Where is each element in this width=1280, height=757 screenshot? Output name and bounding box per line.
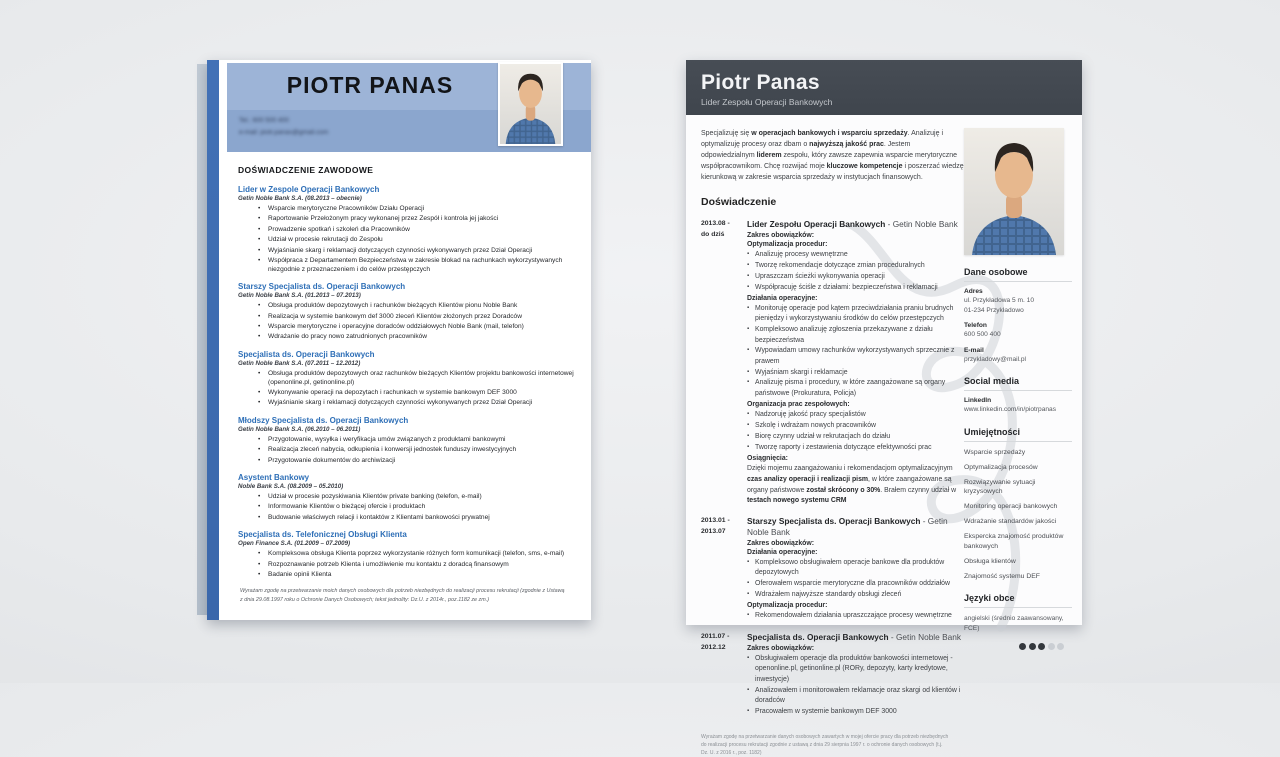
job-subheading: Działania operacyjne: bbox=[747, 294, 818, 302]
job-bullet: • Wyjaśnianie skarg i reklamacji dotyczących czynności wykonywanych przez Dział Operacji bbox=[268, 399, 575, 408]
skill-item: Rozwiązywanie sytuacji kryzysowych bbox=[964, 478, 1036, 496]
text-run: , w które zaangażowane są organy państwowe bbox=[747, 475, 952, 494]
job-company-period: Getin Noble Bank S.A. (06.2010 – 06.2011) bbox=[238, 425, 361, 433]
job-bullet: ▪ Obsługiwałem operacje dla produktów bankowości internetowej - openonline.pl, getinonline.pl (RORy, depozyty, karty kredytowe, inwestycje) bbox=[747, 654, 964, 685]
emphasis-text: testach nowego systemu CRM bbox=[747, 497, 847, 505]
job-dates bbox=[701, 516, 741, 623]
cv-page-classic bbox=[207, 60, 591, 620]
language-level-dots bbox=[964, 637, 1072, 655]
job-company: - Getin Noble Bank bbox=[747, 515, 948, 537]
job-bullet: ▪ Analizuję procesy wewnętrzne bbox=[747, 250, 964, 260]
job-bullet: ▪ Wypowiadam umowy rachunków wykorzystywanych sprzecznie z prawem bbox=[747, 346, 964, 367]
job-title: Specjalista ds. Telefonicznej Obsługi Klienta bbox=[238, 530, 407, 540]
job-bullet: ▪ Wyjaśniam skargi i reklamacje bbox=[747, 368, 964, 378]
job-content bbox=[747, 516, 964, 623]
job-bullet: • Wdrażanie do pracy nowo zatrudnionych pracowników bbox=[268, 333, 575, 342]
info-label: LinkedIn bbox=[964, 397, 992, 405]
job-bullet: • Wsparcie merytoryczne Pracowników Działu Operacji bbox=[268, 205, 575, 214]
section-title-experience: Doświadczenie bbox=[701, 196, 777, 209]
job-content bbox=[747, 219, 964, 507]
job-content bbox=[747, 632, 964, 719]
name-title: PIOTR PANAS bbox=[286, 72, 454, 98]
job-bullet: ▪ Upraszczam ścieżki wykonywania operacji bbox=[747, 272, 964, 282]
job-bullet: ▪ Rekomendowałem działania upraszczające procesy wewnętrzne bbox=[747, 611, 964, 621]
sidebar-title-social: Social media bbox=[964, 376, 1072, 391]
text-run: Dzięki mojemu zaangażowaniu i rekomendacjom optymalizacyjnym bbox=[747, 465, 953, 473]
job-bullets bbox=[238, 370, 575, 409]
skill-item: Wdrażanie standardów jakości bbox=[964, 518, 1057, 526]
job-date-line: 2013.01 - bbox=[701, 516, 730, 524]
job-bullets bbox=[747, 250, 964, 293]
experience-list bbox=[238, 185, 575, 587]
job-entry bbox=[701, 219, 964, 507]
text-run: . Brałem czynny udział w bbox=[880, 486, 957, 494]
job-entry bbox=[238, 530, 575, 580]
text-run: . Jestem odpowiedzialnym bbox=[701, 141, 911, 160]
job-bullet: ▪ Biorę czynny udział w rekrutacjach do działu bbox=[747, 432, 964, 442]
text-run: zespołu, który zawsze zapewnia wsparcie merytoryczne współpracownikom. Chcę rozwijać moje bbox=[701, 152, 958, 171]
job-bullet: • Prowadzenie spotkań i szkoleń dla Pracowników bbox=[268, 226, 575, 235]
profile-photo-illustration bbox=[500, 64, 561, 144]
job-bullet: ▪ Szkolę i wdrażam nowych pracowników bbox=[747, 421, 964, 431]
skill-item: Optymalizacja procesów bbox=[964, 463, 1038, 471]
skill-item: Znajomość systemu DEF bbox=[964, 572, 1040, 580]
job-dates bbox=[701, 632, 741, 719]
emphasis-text: został skrócony o 30% bbox=[806, 486, 881, 494]
emphasis-text: najwyższą jakość prac bbox=[809, 141, 884, 149]
job-bullet: • Kompleksowa obsługa Klienta poprzez wykorzystanie różnych form komunikacji (telefon, sms, e-mail) bbox=[268, 550, 575, 559]
job-bullet: • Obsługa produktów depozytowych i rachunków bieżących Klientów pionu Noble Bank bbox=[268, 302, 575, 311]
accent-bar bbox=[207, 60, 219, 620]
emphasis-text: kluczowe kompetencje bbox=[826, 163, 903, 171]
job-company: - Getin Noble Bank bbox=[888, 632, 961, 643]
job-bullet: • Budowanie właściwych relacji i kontaktów z Klientami bankowości prywatnej bbox=[268, 514, 575, 523]
job-subheading: Osiągnięcia: bbox=[747, 455, 788, 463]
job-title: Lider w Zespole Operacji Bankowych bbox=[238, 185, 380, 194]
skill-item: Wsparcie sprzedaży bbox=[964, 448, 1026, 456]
job-entry bbox=[238, 350, 575, 409]
job-bullet: • Rozpoznawanie potrzeb Klienta i umożliwienie mu kontaktu z doradcą finansowym bbox=[268, 561, 575, 570]
gdpr-clause: Wyrażam zgodę na przetwarzanie danych osobowych zawartych w mojej ofercie pracy dla potrzeb niezbędnych do realizacji procesu rekrutacji zgodnie z ustawą z dnia 29 sierpnia 1997 r. o ochronie danych osobowych (t.j. Dz. U. z 2016 r., poz. 1182) bbox=[701, 734, 949, 756]
job-title bbox=[747, 219, 964, 230]
info-group bbox=[964, 397, 1072, 415]
job-subheading: Optymalizacja procedur: bbox=[747, 601, 828, 609]
job-bullet: ▪ Tworzę rekomendacje dotyczące zmian proceduralnych bbox=[747, 261, 964, 271]
right-cv-header bbox=[686, 60, 1082, 115]
job-bullet: • Informowanie Klientów o bieżącej ofercie i produktach bbox=[268, 503, 575, 512]
info-label: E-mail bbox=[964, 346, 984, 354]
job-subheading: Działania operacyjne: bbox=[747, 548, 818, 556]
job-entry bbox=[238, 416, 575, 466]
job-entry bbox=[701, 516, 964, 623]
job-bullet: ▪ Kompleksowo analizuję zgłoszenia przekazywane z działu bezpieczeństwa bbox=[747, 325, 964, 346]
job-subheading: Organizacja prac zespołowych: bbox=[747, 401, 850, 409]
sidebar bbox=[964, 115, 1082, 632]
info-group bbox=[964, 322, 1072, 340]
job-bullet: ▪ Współpracuję ściśle z działami: bezpieczeństwa i reklamacji bbox=[747, 283, 964, 293]
job-date-line: 2013.07 bbox=[701, 527, 726, 535]
text-run: i poszerzać wiedzę kierunkową w zakresie wsparcia sprzedaży w instytucjach finansowych. bbox=[701, 163, 964, 182]
achievements-paragraph bbox=[747, 464, 964, 507]
skill-item: Ekspercka znajomość produktów bankowych bbox=[964, 533, 1064, 550]
profile-photo bbox=[498, 62, 563, 146]
job-bullet: • Wyjaśnianie skarg i reklamacji dotyczących czynności wykonywanych przez Dział Operacji bbox=[268, 247, 575, 256]
job-subheading: Zakres obowiązków: bbox=[747, 232, 815, 240]
job-bullets bbox=[238, 550, 575, 580]
languages-list bbox=[964, 614, 1072, 655]
job-bullets bbox=[238, 436, 575, 466]
job-title bbox=[747, 516, 964, 538]
job-bullets bbox=[747, 410, 964, 453]
job-entry bbox=[238, 185, 575, 275]
emphasis-text: liderem bbox=[756, 152, 782, 160]
job-bullets bbox=[238, 493, 575, 523]
job-company-period: Getin Noble Bank S.A. (01.2013 – 07.2013) bbox=[238, 292, 361, 300]
level-dot-empty bbox=[1057, 643, 1064, 650]
sidebar-title-skills: Umiejętności bbox=[964, 427, 1072, 442]
job-company-period: Getin Noble Bank S.A. (07.2011 – 12.2012) bbox=[238, 359, 361, 367]
sidebar-title-personal: Dane osobowe bbox=[964, 267, 1072, 282]
job-company-period: Getin Noble Bank S.A. (08.2013 – obecnie) bbox=[238, 195, 362, 202]
job-bullets bbox=[747, 654, 964, 717]
job-title bbox=[747, 632, 964, 643]
job-bullets bbox=[238, 302, 575, 342]
profile-photo-illustration bbox=[964, 128, 1064, 255]
gdpr-clause: Wyrażam zgodę na przetwarzanie moich danych osobowych dla potrzeb niezbędnych do realizacji procesu rekrutacji (zgodnie z Ustawą z dnia 29.08.1997 roku o Ochronie Danych Osobowych; tekst jednolity: Dz.U. z 2014r., poz.1182 ze zm.) bbox=[240, 588, 565, 603]
job-bullet: • Przygotowanie dokumentów do archiwizacji bbox=[268, 457, 575, 466]
info-value: 01-234 Przykładowo bbox=[964, 306, 1024, 314]
job-company-period: Open Finance S.A. (01.2009 – 07.2009) bbox=[238, 540, 351, 548]
info-label: Telefon bbox=[964, 322, 987, 330]
info-value: www.linkedin.com/in/piotrpanas bbox=[964, 406, 1056, 414]
job-bullet: • Udział w procesie rekrutacji do Zespołu bbox=[268, 236, 575, 245]
job-subheading: Zakres obowiązków: bbox=[747, 645, 815, 653]
job-title: Starszy Specjalista ds. Operacji Bankowych bbox=[238, 282, 406, 292]
job-company-period: Noble Bank S.A. (08.2009 – 05.2010) bbox=[238, 483, 344, 491]
job-title-text: Starszy Specjalista ds. Operacji Bankowych bbox=[747, 515, 921, 526]
job-bullets bbox=[747, 611, 964, 621]
job-bullet: • Wykonywanie operacji na depozytach i rachunkach w systemie bankowym DEF 3000 bbox=[268, 389, 575, 398]
level-dot-filled bbox=[1038, 643, 1045, 650]
job-bullet: • Obsługa produktów depozytowych oraz rachunków bieżących Klientów projektu bankowości internetowej (openonline.pl, getinonline.pl) bbox=[268, 370, 575, 388]
info-group bbox=[964, 347, 1072, 365]
job-bullet: • Badanie opinii Klienta bbox=[268, 571, 575, 580]
job-company: - Getin Noble Bank bbox=[885, 219, 958, 230]
job-title: Specjalista ds. Operacji Bankowych bbox=[238, 349, 375, 359]
job-bullet: ▪ Wdrażałem najwyższe standardy obsługi zleceń bbox=[747, 590, 964, 600]
right-cv-body bbox=[686, 115, 1082, 756]
job-bullet: • Realizacja w systemie bankowym def 3000 zleceń Klientów złożonych przez Doradców bbox=[268, 313, 575, 322]
job-date-line: do dziś bbox=[701, 231, 725, 239]
info-value: 600 500 400 bbox=[964, 331, 1001, 339]
info-group bbox=[964, 288, 1072, 315]
job-title-text: Specjalista ds. Operacji Bankowych bbox=[747, 632, 889, 643]
job-bullet: ▪ Analizuję pisma i procedury, w które zaangażowane są organy państwowe (Prokuratura, Policja) bbox=[747, 378, 964, 399]
job-date-line: 2011.07 - bbox=[701, 633, 730, 641]
job-bullet: • Współpraca z Departamentem Bezpieczeństwa w zakresie blokad na rachunkach wykorzystywanych niezgodnie z przeznaczeniem i do celów przestępczych bbox=[268, 257, 575, 275]
job-entry bbox=[701, 632, 964, 719]
job-bullet: • Przygotowanie, wysyłka i weryfikacja umów związanych z produktami bankowymi bbox=[268, 436, 575, 445]
job-bullets bbox=[747, 304, 964, 399]
job-bullet: • Raportowanie Przełożonym pracy wykonanej przez Zespół i kontrola jej jakości bbox=[268, 215, 575, 224]
job-bullet: ▪ Pracowałem w systemie bankowym DEF 3000 bbox=[747, 707, 964, 717]
job-subheading: Zakres obowiązków: bbox=[747, 539, 815, 547]
email-line-blurred: e-mail: piotr.panas@gmail.com bbox=[239, 129, 329, 137]
level-dot-filled bbox=[1029, 643, 1036, 650]
main-column bbox=[686, 115, 964, 756]
skill-item: Obsługa klientów bbox=[964, 557, 1016, 565]
sidebar-title-languages: Języki obce bbox=[964, 593, 1072, 608]
info-value: przykladowy@mail.pl bbox=[964, 355, 1027, 363]
cv-page-modern bbox=[686, 60, 1082, 756]
job-bullet: • Udział w procesie pozyskiwania Klientów private banking (telefon, e-mail) bbox=[268, 493, 575, 502]
phone-line-blurred: Tel.: 600 500 400 bbox=[239, 117, 289, 124]
job-entry bbox=[238, 473, 575, 523]
job-bullet: ▪ Nadzoruję jakość pracy specjalistów bbox=[747, 410, 964, 420]
job-title-text: Lider Zespołu Operacji Bankowych bbox=[747, 219, 886, 230]
job-bullets bbox=[238, 205, 575, 275]
job-bullet: • Wsparcie merytoryczne i operacyjne doradców oddziałowych Noble Bank (mail, telefon) bbox=[268, 323, 575, 332]
skills-list bbox=[964, 448, 1072, 582]
section-title-experience: DOŚWIADCZENIE ZAWODOWE bbox=[238, 165, 374, 175]
social-media-info bbox=[964, 397, 1072, 415]
emphasis-text: w operacjach bankowych i wsparciu sprzedaży bbox=[751, 130, 908, 137]
job-entry bbox=[238, 282, 575, 342]
job-bullet: ▪ Monitoruję operacje pod kątem przeciwdziałania praniu brudnych pieniędzy i wykorzystywaniu środków do celów przestępczych bbox=[747, 304, 964, 325]
experience-list bbox=[701, 219, 964, 728]
job-title: Młodszy Specjalista ds. Operacji Bankowych bbox=[238, 415, 409, 425]
language-name: angielski (średnio zaawansowany, FCE) bbox=[964, 615, 1064, 632]
level-dot-empty bbox=[1048, 643, 1055, 650]
level-dot-filled bbox=[1019, 643, 1026, 650]
job-bullet: ▪ Analizowałem i monitorowałem reklamacje oraz skargi od klientów i doradców bbox=[747, 686, 964, 707]
skill-item: Monitoring operacji bankowych bbox=[964, 503, 1058, 511]
info-label: Adres bbox=[964, 288, 983, 295]
job-date-line: 2013.08 - bbox=[701, 220, 730, 228]
job-bullet: ▪ Oferowałem wsparcie merytoryczne dla pracowników oddziałów bbox=[747, 579, 964, 589]
info-value: ul. Przykładowa 5 m. 10 bbox=[964, 297, 1034, 304]
job-bullet: ▪ Kompleksowo obsługiwałem operacje bankowe dla produktów depozytowych bbox=[747, 558, 964, 579]
headline: Lider Zespołu Operacji Bankowych bbox=[701, 97, 833, 107]
left-cv-body bbox=[238, 160, 575, 608]
profile-photo bbox=[964, 128, 1064, 255]
job-subheading: Optymalizacja procedur: bbox=[747, 241, 828, 249]
job-bullet: • Realizacja zleceń nabycia, odkupienia i konwersji jednostek funduszy inwestycyjnych bbox=[268, 446, 575, 455]
name-title: Piotr Panas bbox=[701, 71, 820, 94]
job-bullet: ▪ Tworzę raporty i zestawienia dotyczące efektywności prac bbox=[747, 443, 964, 453]
text-run: Specjalizuję się bbox=[701, 130, 752, 137]
job-date-line: 2012.12 bbox=[701, 644, 726, 652]
job-title: Asystent Bankowy bbox=[238, 473, 310, 483]
job-dates bbox=[701, 219, 741, 507]
summary-paragraph bbox=[701, 128, 964, 183]
personal-info bbox=[964, 288, 1072, 364]
text-run: . Analizuję i optymalizuję procesy oraz dbam o bbox=[701, 130, 944, 149]
emphasis-text: czas analizy operacji i realizacji pism bbox=[747, 475, 869, 483]
job-bullets bbox=[747, 558, 964, 600]
